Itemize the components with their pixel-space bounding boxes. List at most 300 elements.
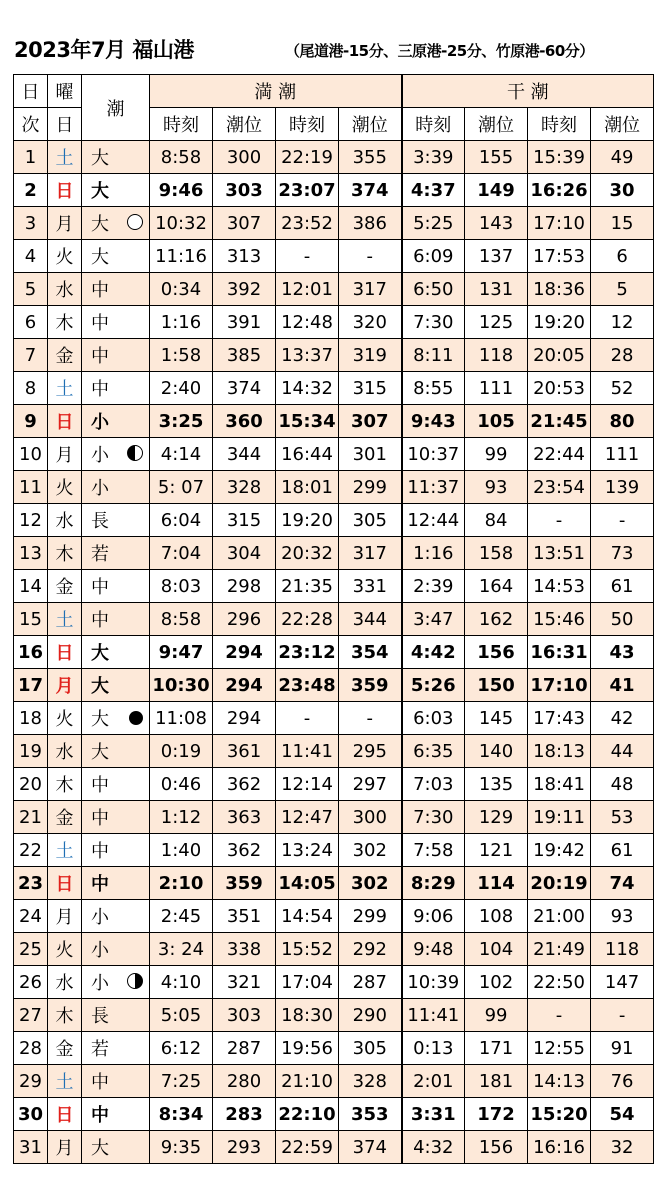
low-tide-level-1: 121 [465,834,528,867]
high-tide-level-1: 298 [213,570,276,603]
table-row [14,174,654,207]
weekday-cell: 月 [48,207,82,240]
moon-last-icon [127,445,143,461]
table-row [14,537,654,570]
high-tide-level-2: 344 [339,603,402,636]
tide-type-cell [82,801,150,834]
table-row [14,141,654,174]
low-tide-time-2: 15:46 [528,603,591,636]
high-tide-level-2: 355 [339,141,402,174]
low-tide-time-2: - [528,999,591,1032]
weekday-cell: 火 [48,702,82,735]
low-tide-time-2: 12:55 [528,1032,591,1065]
low-tide-time-1: 7:58 [402,834,465,867]
day-cell: 23 [14,867,48,900]
high-tide-time-1: 7:25 [150,1065,213,1098]
day-cell: 18 [14,702,48,735]
day-cell: 25 [14,933,48,966]
high-tide-level-1: 385 [213,339,276,372]
tide-type-label: 中 [91,379,109,400]
day-cell: 12 [14,504,48,537]
low-tide-level-1: 149 [465,174,528,207]
low-tide-time-1: 6:03 [402,702,465,735]
tide-type-cell [82,702,150,735]
tide-type-cell [82,900,150,933]
low-tide-time-1: 3:31 [402,1098,465,1131]
low-tide-level-1: 135 [465,768,528,801]
tide-type-label: 大 [91,148,109,169]
high-tide-level-1: 363 [213,801,276,834]
table-row [14,669,654,702]
tide-type-cell [82,1065,150,1098]
high-tide-level-1: 338 [213,933,276,966]
high-tide-time-1: 4:14 [150,438,213,471]
weekday-cell: 金 [48,801,82,834]
tide-type-label: 小 [91,973,109,994]
high-tide-time-1: 8:58 [150,603,213,636]
low-tide-time-1: 8:29 [402,867,465,900]
weekday-cell: 月 [48,1131,82,1164]
low-tide-level-2: 41 [591,669,654,702]
day-cell: 2 [14,174,48,207]
low-tide-level-2: 28 [591,339,654,372]
low-tide-level-2: 6 [591,240,654,273]
high-tide-time-1: 11:16 [150,240,213,273]
day-cell: 28 [14,1032,48,1065]
low-tide-time-1: 6:50 [402,273,465,306]
high-tide-level-1: 391 [213,306,276,339]
high-tide-time-2: 11:41 [276,735,339,768]
low-tide-time-2: 14:13 [528,1065,591,1098]
weekday-cell: 土 [48,372,82,405]
table-row [14,1032,654,1065]
low-tide-level-2: 76 [591,1065,654,1098]
high-tide-time-2: 18:30 [276,999,339,1032]
tide-type-cell [82,537,150,570]
day-cell: 4 [14,240,48,273]
high-tide-time-2: 14:32 [276,372,339,405]
low-tide-level-1: 102 [465,966,528,999]
low-tide-time-2: 21:49 [528,933,591,966]
low-tide-time-2: 23:54 [528,471,591,504]
day-cell: 10 [14,438,48,471]
low-tide-time-1: 7:03 [402,768,465,801]
tide-type-cell [82,636,150,669]
tide-type-label: 大 [91,1138,109,1159]
low-tide-time-1: 2:01 [402,1065,465,1098]
high-tide-level-1: 359 [213,867,276,900]
weekday-cell: 月 [48,438,82,471]
high-tide-level-2: 290 [339,999,402,1032]
weekday-cell: 火 [48,471,82,504]
tide-type-label: 小 [91,412,109,433]
tide-type-cell [82,603,150,636]
high-tide-time-2: 19:56 [276,1032,339,1065]
high-tide-time-1: 0:46 [150,768,213,801]
header-tide: 潮 [82,75,150,141]
tide-type-cell [82,273,150,306]
low-tide-level-2: 43 [591,636,654,669]
high-tide-level-2: 354 [339,636,402,669]
low-tide-level-1: 114 [465,867,528,900]
high-tide-time-2: 15:52 [276,933,339,966]
weekday-cell: 月 [48,669,82,702]
low-tide-level-1: 137 [465,240,528,273]
tide-type-cell [82,735,150,768]
high-tide-level-1: 374 [213,372,276,405]
high-tide-level-2: 307 [339,405,402,438]
low-tide-time-2: 15:20 [528,1098,591,1131]
high-tide-time-1: 4:10 [150,966,213,999]
weekday-cell: 土 [48,834,82,867]
high-tide-time-1: 1:40 [150,834,213,867]
weekday-cell: 木 [48,999,82,1032]
high-tide-level-1: 294 [213,702,276,735]
table-header [14,75,654,141]
high-tide-level-2: 328 [339,1065,402,1098]
table-row [14,933,654,966]
high-tide-time-1: 10:32 [150,207,213,240]
table-row [14,405,654,438]
high-tide-level-2: 301 [339,438,402,471]
high-tide-time-1: 2:45 [150,900,213,933]
low-tide-time-2: - [528,504,591,537]
high-tide-time-2: 15:34 [276,405,339,438]
high-tide-level-2: 295 [339,735,402,768]
weekday-cell: 火 [48,933,82,966]
low-tide-time-2: 20:53 [528,372,591,405]
day-cell: 7 [14,339,48,372]
high-tide-time-2: 13:37 [276,339,339,372]
tide-type-cell [82,339,150,372]
tide-type-cell [82,768,150,801]
high-tide-time-1: 2:40 [150,372,213,405]
high-tide-level-2: 386 [339,207,402,240]
high-tide-level-1: 313 [213,240,276,273]
high-tide-level-2: 299 [339,900,402,933]
low-tide-time-1: 6:09 [402,240,465,273]
high-tide-time-2: 14:54 [276,900,339,933]
tide-type-cell [82,504,150,537]
high-tide-level-2: 305 [339,1032,402,1065]
header-high-tide: 満 潮 [150,75,402,108]
high-tide-level-2: - [339,702,402,735]
low-tide-level-2: 61 [591,834,654,867]
low-tide-level-1: 158 [465,537,528,570]
low-tide-level-1: 111 [465,372,528,405]
tide-type-cell [82,240,150,273]
high-tide-level-1: 362 [213,768,276,801]
low-tide-level-1: 93 [465,471,528,504]
high-tide-time-2: 20:32 [276,537,339,570]
low-tide-time-1: 0:13 [402,1032,465,1065]
table-row [14,867,654,900]
day-cell: 17 [14,669,48,702]
high-tide-level-1: 344 [213,438,276,471]
high-tide-level-1: 294 [213,669,276,702]
low-tide-level-1: 171 [465,1032,528,1065]
low-tide-time-2: 18:36 [528,273,591,306]
tide-type-label: 小 [91,940,109,961]
header-low-time-2: 時刻 [528,108,591,141]
table-row [14,834,654,867]
low-tide-time-2: 20:19 [528,867,591,900]
high-tide-time-2: 12:47 [276,801,339,834]
high-tide-level-2: 353 [339,1098,402,1131]
table-row [14,999,654,1032]
table-row [14,735,654,768]
tide-type-label: 中 [91,874,109,895]
high-tide-level-2: 374 [339,174,402,207]
weekday-cell: 水 [48,735,82,768]
weekday-cell: 土 [48,1065,82,1098]
high-tide-time-2: 23:12 [276,636,339,669]
low-tide-level-2: 52 [591,372,654,405]
weekday-cell: 金 [48,339,82,372]
high-tide-time-2: 22:10 [276,1098,339,1131]
weekday-cell: 土 [48,603,82,636]
high-tide-time-1: 9:35 [150,1131,213,1164]
table-row [14,636,654,669]
low-tide-level-1: 108 [465,900,528,933]
day-cell: 8 [14,372,48,405]
table-row [14,570,654,603]
tide-type-label: 中 [91,610,109,631]
low-tide-level-1: 162 [465,603,528,636]
low-tide-level-2: 32 [591,1131,654,1164]
low-tide-time-2: 17:10 [528,669,591,702]
tide-type-label: 中 [91,280,109,301]
high-tide-level-1: 351 [213,900,276,933]
low-tide-time-2: 20:05 [528,339,591,372]
low-tide-time-1: 8:55 [402,372,465,405]
low-tide-level-2: 91 [591,1032,654,1065]
high-tide-time-2: 12:01 [276,273,339,306]
weekday-cell: 木 [48,306,82,339]
tide-type-cell [82,966,150,999]
day-cell: 16 [14,636,48,669]
low-tide-time-2: 18:13 [528,735,591,768]
table-row [14,471,654,504]
weekday-cell: 木 [48,768,82,801]
high-tide-level-1: 315 [213,504,276,537]
high-tide-time-2: 17:04 [276,966,339,999]
tide-type-label: 中 [91,1105,109,1126]
table-row [14,603,654,636]
low-tide-level-1: 181 [465,1065,528,1098]
high-tide-time-1: 0:19 [150,735,213,768]
high-tide-time-2: 21:10 [276,1065,339,1098]
low-tide-time-2: 21:45 [528,405,591,438]
high-tide-time-1: 8:34 [150,1098,213,1131]
low-tide-time-2: 16:26 [528,174,591,207]
high-tide-level-2: 302 [339,834,402,867]
high-tide-time-2: 23:07 [276,174,339,207]
tide-type-label: 中 [91,808,109,829]
low-tide-time-1: 7:30 [402,306,465,339]
tide-type-label: 大 [91,247,109,268]
low-tide-time-1: 7:30 [402,801,465,834]
low-tide-time-1: 1:16 [402,537,465,570]
high-tide-level-2: 317 [339,537,402,570]
tide-type-label: 長 [91,1006,109,1027]
high-tide-level-1: 304 [213,537,276,570]
weekday-cell: 日 [48,867,82,900]
high-tide-level-1: 300 [213,141,276,174]
day-cell: 13 [14,537,48,570]
day-cell: 22 [14,834,48,867]
high-tide-time-1: 7:04 [150,537,213,570]
low-tide-level-2: 53 [591,801,654,834]
day-cell: 21 [14,801,48,834]
low-tide-level-1: 99 [465,438,528,471]
tide-type-cell [82,372,150,405]
tide-type-cell [82,1098,150,1131]
tide-table [13,74,654,1164]
table-row [14,273,654,306]
high-tide-level-2: 292 [339,933,402,966]
tide-type-cell [82,174,150,207]
tide-type-label: 若 [91,1039,109,1060]
low-tide-level-1: 104 [465,933,528,966]
tide-type-label: 中 [91,1072,109,1093]
day-cell: 20 [14,768,48,801]
low-tide-time-1: 5:26 [402,669,465,702]
low-tide-level-1: 143 [465,207,528,240]
low-tide-level-2: 48 [591,768,654,801]
low-tide-level-2: 42 [591,702,654,735]
high-tide-level-1: 287 [213,1032,276,1065]
day-cell: 29 [14,1065,48,1098]
high-tide-time-1: 6:12 [150,1032,213,1065]
table-row [14,1098,654,1131]
header-dow-2: 日 [48,108,82,141]
weekday-cell: 水 [48,504,82,537]
high-tide-level-2: 317 [339,273,402,306]
high-tide-level-1: 296 [213,603,276,636]
table-row [14,768,654,801]
page-subtitle: （尾道港-15分、三原港-25分、竹原港-60分） [285,42,594,60]
tide-type-label: 大 [91,676,109,697]
high-tide-level-2: 359 [339,669,402,702]
high-tide-time-1: 1:58 [150,339,213,372]
high-tide-time-2: 13:24 [276,834,339,867]
header-high-level-1: 潮位 [213,108,276,141]
tide-type-label: 小 [91,478,109,499]
weekday-cell: 土 [48,141,82,174]
weekday-cell: 水 [48,273,82,306]
table-row [14,702,654,735]
low-tide-time-2: 15:39 [528,141,591,174]
tide-type-label: 中 [91,346,109,367]
low-tide-time-1: 3:47 [402,603,465,636]
high-tide-time-1: 9:47 [150,636,213,669]
low-tide-time-1: 9:06 [402,900,465,933]
table-row [14,372,654,405]
low-tide-level-2: 73 [591,537,654,570]
header-low-level-1: 潮位 [465,108,528,141]
low-tide-level-1: 131 [465,273,528,306]
tide-type-cell [82,306,150,339]
tide-type-label: 大 [91,643,109,664]
header-day-2: 次 [14,108,48,141]
low-tide-level-2: 50 [591,603,654,636]
day-cell: 19 [14,735,48,768]
day-cell: 14 [14,570,48,603]
tide-type-label: 中 [91,577,109,598]
day-cell: 5 [14,273,48,306]
high-tide-time-2: 16:44 [276,438,339,471]
high-tide-level-2: 302 [339,867,402,900]
weekday-cell: 水 [48,966,82,999]
low-tide-level-2: 93 [591,900,654,933]
high-tide-time-2: 21:35 [276,570,339,603]
day-cell: 6 [14,306,48,339]
high-tide-time-1: 5:05 [150,999,213,1032]
low-tide-time-2: 19:42 [528,834,591,867]
low-tide-time-2: 21:00 [528,900,591,933]
high-tide-time-2: - [276,702,339,735]
low-tide-level-2: 15 [591,207,654,240]
high-tide-level-1: 392 [213,273,276,306]
high-tide-level-1: 303 [213,999,276,1032]
low-tide-level-2: 49 [591,141,654,174]
high-tide-time-2: 22:19 [276,141,339,174]
tide-type-label: 中 [91,775,109,796]
low-tide-level-2: - [591,504,654,537]
high-tide-time-2: 22:59 [276,1131,339,1164]
tide-type-cell [82,999,150,1032]
high-tide-level-2: - [339,240,402,273]
low-tide-level-2: 139 [591,471,654,504]
high-tide-level-2: 331 [339,570,402,603]
tide-type-label: 中 [91,841,109,862]
weekday-cell: 火 [48,240,82,273]
high-tide-time-2: 18:01 [276,471,339,504]
low-tide-level-2: 5 [591,273,654,306]
low-tide-time-2: 16:31 [528,636,591,669]
low-tide-time-1: 5:25 [402,207,465,240]
day-cell: 26 [14,966,48,999]
high-tide-level-2: 297 [339,768,402,801]
high-tide-level-1: 307 [213,207,276,240]
tide-type-label: 中 [91,313,109,334]
low-tide-level-1: 129 [465,801,528,834]
high-tide-level-2: 305 [339,504,402,537]
header-low-level-2: 潮位 [591,108,654,141]
low-tide-time-2: 17:10 [528,207,591,240]
high-tide-time-2: 23:52 [276,207,339,240]
tide-type-label: 大 [91,214,109,235]
page-header [0,0,667,74]
high-tide-time-1: 8:58 [150,141,213,174]
table-row [14,438,654,471]
day-cell: 27 [14,999,48,1032]
tide-type-label: 大 [91,709,109,730]
table-row [14,801,654,834]
header-day: 日 [14,75,48,108]
high-tide-time-2: - [276,240,339,273]
low-tide-level-1: 140 [465,735,528,768]
low-tide-level-2: 44 [591,735,654,768]
table-body [14,141,654,1164]
high-tide-time-1: 0:34 [150,273,213,306]
day-cell: 31 [14,1131,48,1164]
high-tide-level-2: 374 [339,1131,402,1164]
tide-type-label: 小 [91,445,109,466]
high-tide-time-1: 1:12 [150,801,213,834]
low-tide-time-2: 14:53 [528,570,591,603]
